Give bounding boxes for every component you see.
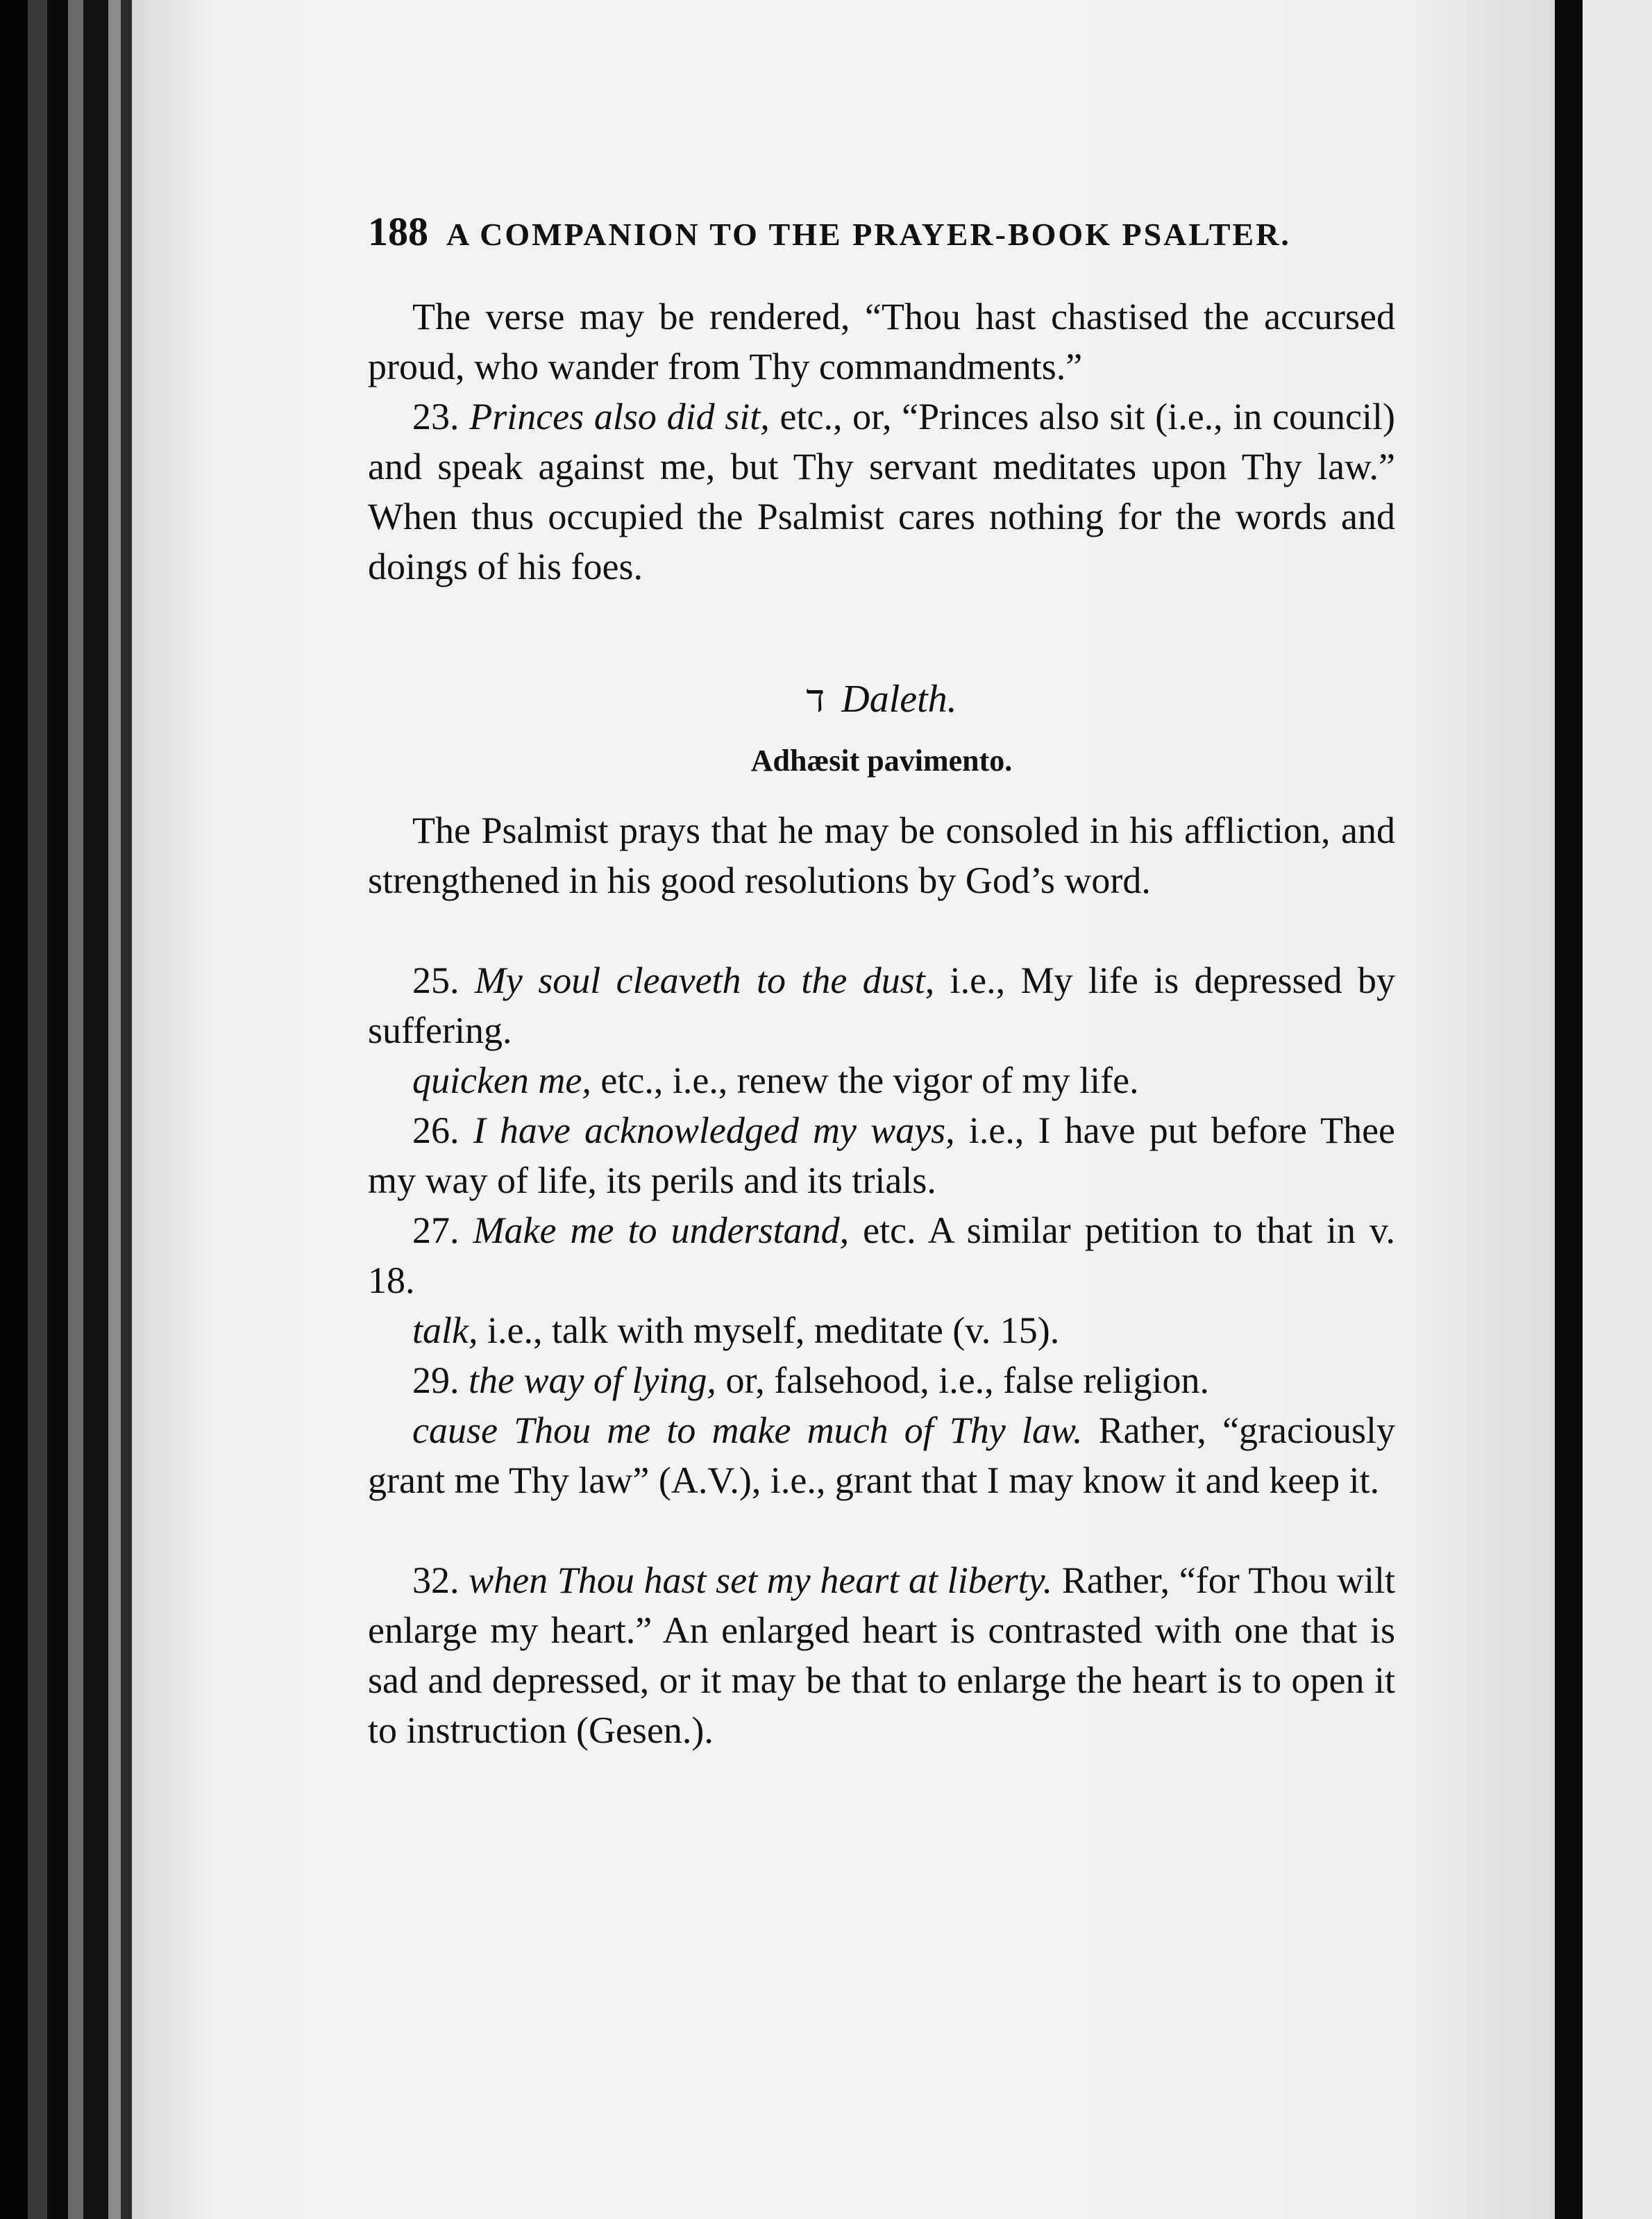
text-run: Rather, “for Thou wilt enlarge my heart.” An enlarged heart is contrasted with one that is sad and depressed, or it may be that to enlarge the heart is to open it to instruction (Gesen.).	[368, 1559, 1396, 1751]
section-title: Daleth.	[841, 678, 957, 721]
paragraph	[368, 1305, 1395, 1355]
text-run: Rather, “graciously grant me Thy law” (A.V.), i.e., grant that I may know it and keep it.	[368, 1409, 1395, 1501]
text-run: etc. A similar petition to that in v. 18.	[368, 1209, 1395, 1301]
paragraph	[368, 1055, 1395, 1105]
binding-edge	[83, 0, 108, 2219]
text-run: The Psalmist prays that he may be consoled in his affliction, and strengthened in his good resolutions by God’s word.	[368, 810, 1395, 901]
italic-phrase: when Thou hast set my heart at liberty.	[469, 1559, 1053, 1601]
paragraph	[368, 392, 1395, 592]
text-run: i.e., I have put before Thee my way of life, its perils and its trials.	[368, 1110, 1395, 1201]
hebrew-letter: ד	[806, 678, 825, 721]
text-run: 25.	[412, 960, 475, 1001]
italic-phrase: talk,	[412, 1309, 478, 1351]
binding-edge	[47, 0, 68, 2219]
binding-edge	[108, 0, 121, 2219]
italic-phrase: the way of lying,	[469, 1359, 716, 1401]
text-run: 26.	[412, 1110, 473, 1151]
binding-edge	[68, 0, 83, 2219]
text-run: i.e., My life is depressed by suffering.	[368, 960, 1395, 1051]
text-run: 29.	[412, 1359, 469, 1401]
running-head	[368, 208, 1326, 255]
paragraph	[368, 1405, 1395, 1505]
text-run: The verse may be rendered, “Thou hast chastised the accursed proud, who wander from Thy commandments.”	[368, 296, 1395, 387]
text-run: 27.	[412, 1209, 473, 1251]
italic-phrase: Make me to understand,	[473, 1209, 850, 1251]
section-heading	[368, 677, 1395, 721]
text-run: 32.	[412, 1559, 469, 1601]
right-margin	[1583, 0, 1652, 2219]
binding-edge	[0, 0, 28, 2219]
paragraph	[368, 1555, 1395, 1755]
italic-phrase: cause Thou me to make much of Thy law.	[412, 1409, 1083, 1451]
text-run: 23.	[412, 396, 470, 437]
text-run: i.e., talk with myself, meditate (v. 15).	[478, 1309, 1060, 1351]
right-page-edge	[1555, 0, 1583, 2219]
paragraph	[368, 1355, 1395, 1405]
text-run: or, falsehood, i.e., false religion.	[716, 1359, 1210, 1401]
paragraph	[368, 955, 1395, 1055]
latin-title: Adhæsit pavimento.	[750, 744, 1013, 778]
paragraph	[368, 1205, 1395, 1305]
paragraph	[368, 805, 1395, 905]
italic-phrase: quicken me,	[412, 1060, 591, 1101]
paragraph	[368, 292, 1395, 392]
italic-phrase: Princes also did sit,	[469, 396, 770, 437]
italic-phrase: My soul cleaveth to the dust,	[474, 960, 935, 1001]
text-run: etc., or, “Princes also sit (i.e., in council) and speak against me, but Thy servant meditates upon Thy law.” When thus occupied the Psalmist cares nothing for the words and doings of his foes.	[368, 396, 1395, 587]
running-title: A COMPANION TO THE PRAYER-BOOK PSALTER.	[446, 217, 1291, 252]
italic-phrase: I have acknowledged my ways,	[473, 1110, 955, 1151]
paragraph	[368, 1105, 1395, 1205]
page-number: 188	[368, 209, 428, 254]
binding-edge	[28, 0, 47, 2219]
binding-edge	[121, 0, 132, 2219]
text-run: etc., i.e., renew the vigor of my life.	[591, 1060, 1139, 1101]
